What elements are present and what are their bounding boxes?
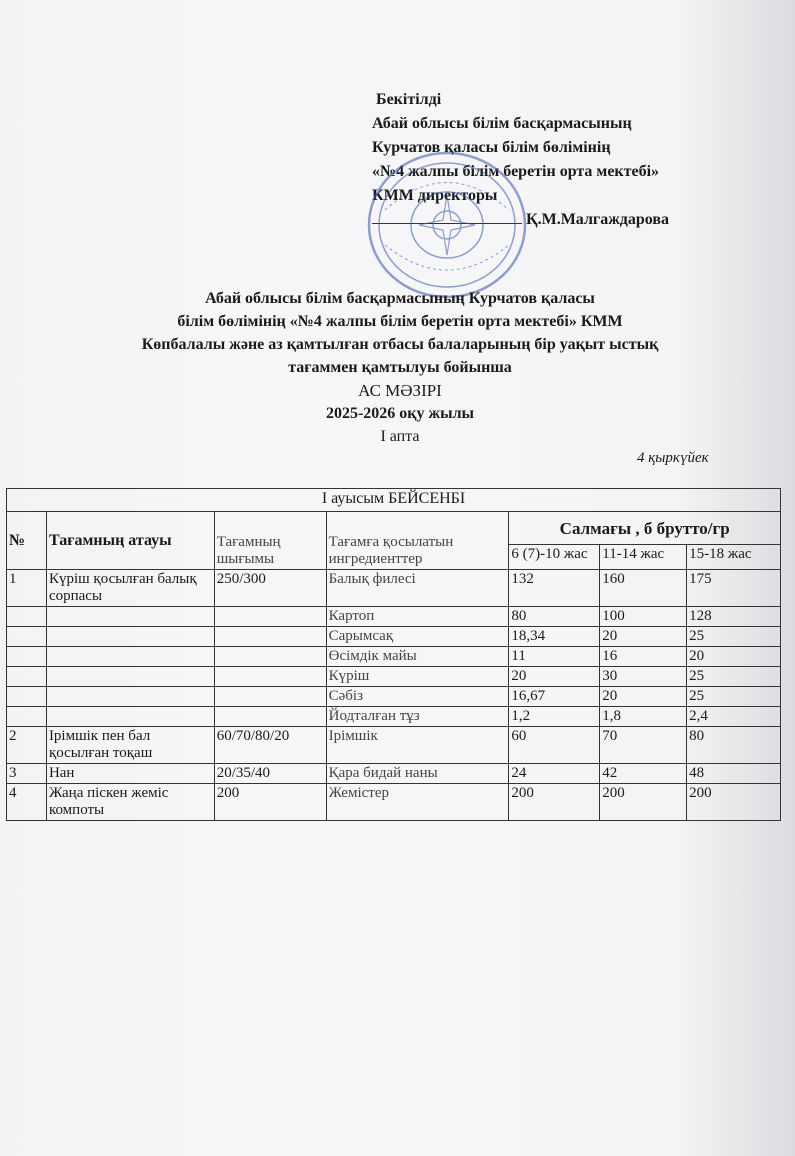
- title-line: Абай облысы білім басқармасының Курчатов қаласы: [205, 290, 595, 307]
- ingredient-cell: Өсімдік майы: [326, 647, 509, 667]
- table-row: [7, 647, 781, 667]
- header-age-15-18: 15-18 жас: [687, 545, 781, 570]
- row-num-cell: 3: [7, 764, 47, 784]
- dish-name-cell: [46, 687, 214, 707]
- dish-name-cell: [46, 627, 214, 647]
- title-line: тағаммен қамтылуы бойынша: [288, 359, 512, 376]
- row-num-cell: [7, 647, 47, 667]
- weight-age-6-10-cell: 60: [509, 727, 600, 764]
- weight-age-11-14-cell: 100: [600, 607, 687, 627]
- dish-name-cell: Нан: [46, 764, 214, 784]
- shift-header-row: [7, 489, 781, 512]
- ingredient-cell: Жемістер: [326, 784, 509, 821]
- weight-age-15-18-cell: 25: [687, 687, 781, 707]
- ingredient-cell: Күріш: [326, 667, 509, 687]
- header-ingredients: Тағамға қосылатын ингредиенттер: [326, 512, 509, 570]
- weight-age-6-10-cell: 1,2: [509, 707, 600, 727]
- weight-age-11-14-cell: 30: [600, 667, 687, 687]
- row-num-cell: 4: [7, 784, 47, 821]
- weight-age-15-18-cell: 200: [687, 784, 781, 821]
- dish-name-cell: Күріш қосылған балық сорпасы: [46, 570, 214, 607]
- ingredient-cell: Картоп: [326, 607, 509, 627]
- shift-title: I ауысым БЕЙСЕНБІ: [7, 489, 781, 512]
- title-line: білім бөлімінің «№4 жалпы білім беретін орта мектебі» КММ: [177, 313, 623, 330]
- table-row: [7, 570, 781, 607]
- weight-age-6-10-cell: 16,67: [509, 687, 600, 707]
- menu-table: [6, 488, 781, 821]
- approval-heading: Бекітілді: [376, 91, 442, 108]
- approval-line: Курчатов қаласы білім бөлімінің: [372, 139, 611, 156]
- weight-age-11-14-cell: 1,8: [600, 707, 687, 727]
- ingredient-cell: Балық филесі: [326, 570, 509, 607]
- table-row: [7, 667, 781, 687]
- table-row: [7, 627, 781, 647]
- dish-name-cell: [46, 707, 214, 727]
- weight-age-11-14-cell: 70: [600, 727, 687, 764]
- weight-age-15-18-cell: 25: [687, 627, 781, 647]
- row-num-cell: [7, 687, 47, 707]
- weight-age-15-18-cell: 25: [687, 667, 781, 687]
- weight-age-6-10-cell: 24: [509, 764, 600, 784]
- weight-age-15-18-cell: 48: [687, 764, 781, 784]
- director-name: Қ.М.Малгаждарова: [526, 211, 670, 228]
- dish-yield-cell: [214, 607, 326, 627]
- row-num-cell: [7, 627, 47, 647]
- weight-age-15-18-cell: 175: [687, 570, 781, 607]
- weight-age-11-14-cell: 160: [600, 570, 687, 607]
- weight-age-15-18-cell: 2,4: [687, 707, 781, 727]
- dish-name-cell: [46, 647, 214, 667]
- dish-yield-cell: 250/300: [214, 570, 326, 607]
- menu-table-body: [7, 570, 781, 821]
- table-row: [7, 707, 781, 727]
- dish-yield-cell: [214, 667, 326, 687]
- ingredient-cell: Қара бидай наны: [326, 764, 509, 784]
- menu-title: АС МӘЗІРІ: [358, 381, 442, 400]
- header-yield: Тағамның шығымы: [214, 512, 326, 570]
- row-num-cell: 2: [7, 727, 47, 764]
- header-dish-name: Тағамның атауы: [46, 512, 214, 570]
- weight-age-11-14-cell: 16: [600, 647, 687, 667]
- weight-age-6-10-cell: 200: [509, 784, 600, 821]
- ingredient-cell: Сарымсақ: [326, 627, 509, 647]
- weight-age-11-14-cell: 20: [600, 687, 687, 707]
- weight-age-6-10-cell: 11: [509, 647, 600, 667]
- menu-date: 4 қыркүйек: [637, 450, 709, 466]
- ingredient-cell: Йодталған тұз: [326, 707, 509, 727]
- table-row: [7, 784, 781, 821]
- dish-yield-cell: [214, 707, 326, 727]
- weight-age-6-10-cell: 80: [509, 607, 600, 627]
- dish-yield-cell: 60/70/80/20: [214, 727, 326, 764]
- weight-age-11-14-cell: 42: [600, 764, 687, 784]
- weight-age-15-18-cell: 80: [687, 727, 781, 764]
- header-age-11-14: 11-14 жас: [600, 545, 687, 570]
- dish-yield-cell: 20/35/40: [214, 764, 326, 784]
- dish-name-cell: Ірімшік пен бал қосылған тоқаш: [46, 727, 214, 764]
- row-num-cell: [7, 607, 47, 627]
- approval-line: КММ директоры: [372, 187, 498, 204]
- approval-line: Абай облысы білім басқармасының: [372, 115, 632, 132]
- document-title: [40, 287, 760, 448]
- ingredient-cell: Сәбіз: [326, 687, 509, 707]
- dish-name-cell: [46, 667, 214, 687]
- week-label: I апта: [380, 428, 420, 445]
- title-line: Көпбалалы және аз қамтылған отбасы балаларының бір уақыт ыстық: [141, 336, 659, 353]
- academic-year: 2025-2026 оқу жылы: [325, 405, 475, 422]
- header-num: №: [7, 512, 47, 570]
- table-row: [7, 607, 781, 627]
- dish-name-cell: Жаңа піскен жеміс компоты: [46, 784, 214, 821]
- weight-age-6-10-cell: 132: [509, 570, 600, 607]
- weight-age-11-14-cell: 20: [600, 627, 687, 647]
- dish-yield-cell: [214, 647, 326, 667]
- ingredient-cell: Ірімшік: [326, 727, 509, 764]
- table-row: [7, 727, 781, 764]
- weight-age-6-10-cell: 18,34: [509, 627, 600, 647]
- table-row: [7, 687, 781, 707]
- official-seal-stamp: [365, 150, 530, 300]
- dish-yield-cell: 200: [214, 784, 326, 821]
- weight-age-6-10-cell: 20: [509, 667, 600, 687]
- row-num-cell: 1: [7, 570, 47, 607]
- approval-line: «№4 жалпы білім беретін орта мектебі»: [372, 163, 660, 180]
- column-header-row: [7, 512, 781, 545]
- weight-age-15-18-cell: 20: [687, 647, 781, 667]
- dish-yield-cell: [214, 687, 326, 707]
- header-weight: Салмағы , б брутто/гр: [509, 512, 781, 545]
- table-row: [7, 764, 781, 784]
- weight-age-15-18-cell: 128: [687, 607, 781, 627]
- weight-age-11-14-cell: 200: [600, 784, 687, 821]
- row-num-cell: [7, 667, 47, 687]
- row-num-cell: [7, 707, 47, 727]
- header-age-6-10: 6 (7)-10 жас: [509, 545, 600, 570]
- dish-name-cell: [46, 607, 214, 627]
- dish-yield-cell: [214, 627, 326, 647]
